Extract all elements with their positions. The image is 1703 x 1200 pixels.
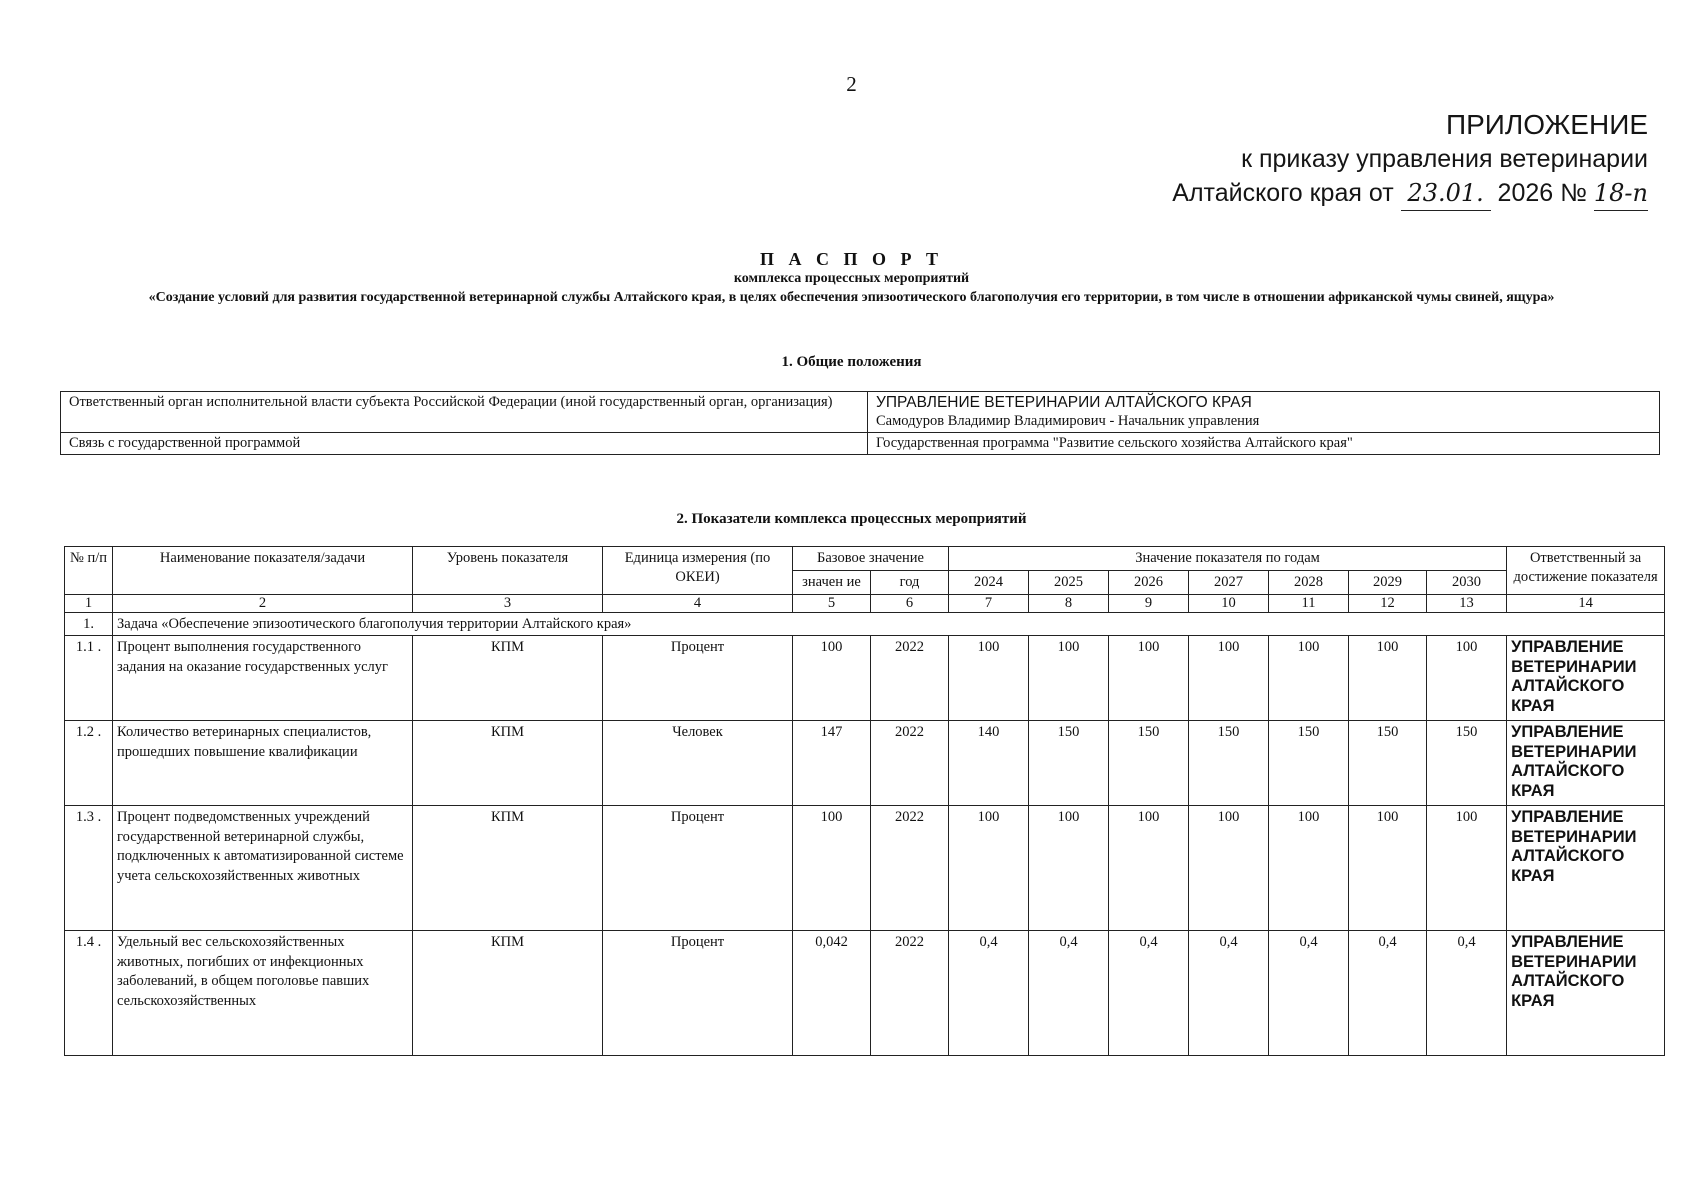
- row-responsible: УПРАВЛЕНИЕ ВЕТЕРИНАРИИ АЛТАЙСКОГО КРАЯ: [1507, 721, 1665, 806]
- row-value-2026: 100: [1109, 806, 1189, 931]
- row-value-2026: 150: [1109, 721, 1189, 806]
- row-value-2030: 0,4: [1427, 931, 1507, 1056]
- row-unit: Процент: [603, 636, 793, 721]
- passport-title: П А С П О Р Т: [759, 249, 943, 269]
- header-year-2030: 2030: [1427, 571, 1507, 595]
- column-number: 3: [413, 595, 603, 613]
- row-num: 1.4 .: [65, 931, 113, 1056]
- row-value-2030: 100: [1427, 636, 1507, 721]
- row-unit: Человек: [603, 721, 793, 806]
- appendix-line-2: [1172, 176, 1648, 211]
- row-value-2024: 100: [949, 636, 1029, 721]
- row-base-year: 2022: [871, 636, 949, 721]
- column-number: 4: [603, 595, 793, 613]
- row-value-2026: 0,4: [1109, 931, 1189, 1056]
- column-number: 12: [1349, 595, 1427, 613]
- general-provisions-table: [60, 391, 1660, 455]
- row-responsible: УПРАВЛЕНИЕ ВЕТЕРИНАРИИ АЛТАЙСКОГО КРАЯ: [1507, 931, 1665, 1056]
- row-value-2029: 150: [1349, 721, 1427, 806]
- row-value-2030: 100: [1427, 806, 1507, 931]
- appendix-line-2-prefix: Алтайского края от: [1172, 179, 1394, 207]
- header-year-2028: 2028: [1269, 571, 1349, 595]
- task-num: 1.: [65, 613, 113, 636]
- column-number: 9: [1109, 595, 1189, 613]
- responsible-organization: УПРАВЛЕНИЕ ВЕТЕРИНАРИИ АЛТАЙСКОГО КРАЯ: [876, 394, 1252, 411]
- general-row-value: Государственная программа "Развитие сельского хозяйства Алтайского края": [868, 433, 1660, 455]
- table-row: [65, 931, 1665, 1056]
- row-value-2024: 140: [949, 721, 1029, 806]
- column-number: 7: [949, 595, 1029, 613]
- passport-header: [60, 248, 1643, 308]
- header-year-2029: 2029: [1349, 571, 1427, 595]
- row-base-value: 100: [793, 636, 871, 721]
- header-name: Наименование показателя/задачи: [113, 547, 413, 595]
- row-level: КПМ: [413, 636, 603, 721]
- row-value-2030: 150: [1427, 721, 1507, 806]
- row-value-2028: 150: [1269, 721, 1349, 806]
- general-row-label: Ответственный орган исполнительной власти субъекта Российской Федерации (иной государственный орган, организация): [61, 392, 868, 433]
- column-number: 5: [793, 595, 871, 613]
- row-responsible: УПРАВЛЕНИЕ ВЕТЕРИНАРИИ АЛТАЙСКОГО КРАЯ: [1507, 636, 1665, 721]
- column-number: 8: [1029, 595, 1109, 613]
- row-level: КПМ: [413, 721, 603, 806]
- row-base-year: 2022: [871, 806, 949, 931]
- row-value-2028: 100: [1269, 806, 1349, 931]
- table-row: [65, 721, 1665, 806]
- column-number: 1: [65, 595, 113, 613]
- row-base-value: 0,042: [793, 931, 871, 1056]
- table-row: [65, 806, 1665, 931]
- column-number-row: [65, 595, 1665, 613]
- row-value-2028: 0,4: [1269, 931, 1349, 1056]
- row-level: КПМ: [413, 931, 603, 1056]
- appendix-block: [1172, 108, 1648, 211]
- handwritten-date: 23.01.: [1401, 176, 1491, 211]
- header-base-value: значен ие: [793, 571, 871, 595]
- row-level: КПМ: [413, 806, 603, 931]
- row-num: 1.2 .: [65, 721, 113, 806]
- handwritten-order-number: 18-п: [1594, 176, 1648, 211]
- row-value-2025: 100: [1029, 636, 1109, 721]
- row-value-2027: 0,4: [1189, 931, 1269, 1056]
- header-base-year: год: [871, 571, 949, 595]
- task-row: [65, 613, 1665, 636]
- row-value-2029: 0,4: [1349, 931, 1427, 1056]
- general-row-label: Связь с государственной программой: [61, 433, 868, 455]
- header-num: № п/п: [65, 547, 113, 595]
- column-number: 2: [113, 595, 413, 613]
- appendix-title: ПРИЛОЖЕНИЕ: [1445, 109, 1648, 140]
- header-base: Базовое значение: [793, 547, 949, 571]
- passport-name: «Создание условий для развития государственной ветеринарной службы Алтайского края, в целях обеспечения эпизоотического благополучия его территории, в том числе в отношении африканской чумы свиней, ящура»: [148, 290, 1555, 305]
- general-row-responsible: [61, 392, 1660, 433]
- row-base-value: 100: [793, 806, 871, 931]
- header-level: Уровень показателя: [413, 547, 603, 595]
- row-num: 1.1 .: [65, 636, 113, 721]
- header-years-group: Значение показателя по годам: [949, 547, 1507, 571]
- row-name: Процент выполнения государственного задания на оказание государственных услуг: [113, 636, 413, 721]
- section-2-title: 2. Показатели комплекса процессных мероприятий: [676, 511, 1027, 527]
- indicators-table: [64, 546, 1665, 1056]
- task-text: Задача «Обеспечение эпизоотического благополучия территории Алтайского края»: [113, 613, 1665, 636]
- header-year-2025: 2025: [1029, 571, 1109, 595]
- table-row: [65, 636, 1665, 721]
- row-name: Процент подведомственных учреждений государственной ветеринарной службы, подключенных к автоматизированной системе учета сельскохозяйственных животных: [113, 806, 413, 931]
- appendix-year: 2026 №: [1497, 179, 1587, 207]
- row-name: Количество ветеринарных специалистов, прошедших повышение квалификации: [113, 721, 413, 806]
- row-value-2026: 100: [1109, 636, 1189, 721]
- page-number: 2: [846, 72, 857, 96]
- column-number: 6: [871, 595, 949, 613]
- passport-subtitle: комплекса процессных мероприятий: [733, 271, 970, 286]
- header-year-2026: 2026: [1109, 571, 1189, 595]
- row-base-value: 147: [793, 721, 871, 806]
- general-row-program: [61, 433, 1660, 455]
- row-unit: Процент: [603, 931, 793, 1056]
- row-value-2025: 150: [1029, 721, 1109, 806]
- row-value-2028: 100: [1269, 636, 1349, 721]
- column-number: 13: [1427, 595, 1507, 613]
- row-name: Удельный вес сельскохозяйственных животных, погибших от инфекционных заболеваний, в общем поголовье павших сельскохозяйственных: [113, 931, 413, 1056]
- row-value-2029: 100: [1349, 636, 1427, 721]
- row-value-2027: 150: [1189, 721, 1269, 806]
- header-unit: Единица измерения (по ОКЕИ): [603, 547, 793, 595]
- section-1-title: 1. Общие положения: [781, 354, 922, 370]
- responsible-head: Самодуров Владимир Владимирович - Начальник управления: [876, 413, 1260, 429]
- row-responsible: УПРАВЛЕНИЕ ВЕТЕРИНАРИИ АЛТАЙСКОГО КРАЯ: [1507, 806, 1665, 931]
- column-number: 10: [1189, 595, 1269, 613]
- header-responsible: Ответственный за достижение показателя: [1507, 547, 1665, 595]
- row-value-2024: 0,4: [949, 931, 1029, 1056]
- row-value-2025: 100: [1029, 806, 1109, 931]
- row-value-2029: 100: [1349, 806, 1427, 931]
- header-year-2027: 2027: [1189, 571, 1269, 595]
- row-base-year: 2022: [871, 721, 949, 806]
- row-value-2025: 0,4: [1029, 931, 1109, 1056]
- column-number: 14: [1507, 595, 1665, 613]
- row-value-2024: 100: [949, 806, 1029, 931]
- column-number: 11: [1269, 595, 1349, 613]
- appendix-line-1: к приказу управления ветеринарии: [1241, 145, 1648, 173]
- row-value-2027: 100: [1189, 806, 1269, 931]
- row-base-year: 2022: [871, 931, 949, 1056]
- header-year-2024: 2024: [949, 571, 1029, 595]
- general-row-value: [868, 392, 1660, 433]
- row-unit: Процент: [603, 806, 793, 931]
- header-row-1: [65, 547, 1665, 571]
- row-value-2027: 100: [1189, 636, 1269, 721]
- row-num: 1.3 .: [65, 806, 113, 931]
